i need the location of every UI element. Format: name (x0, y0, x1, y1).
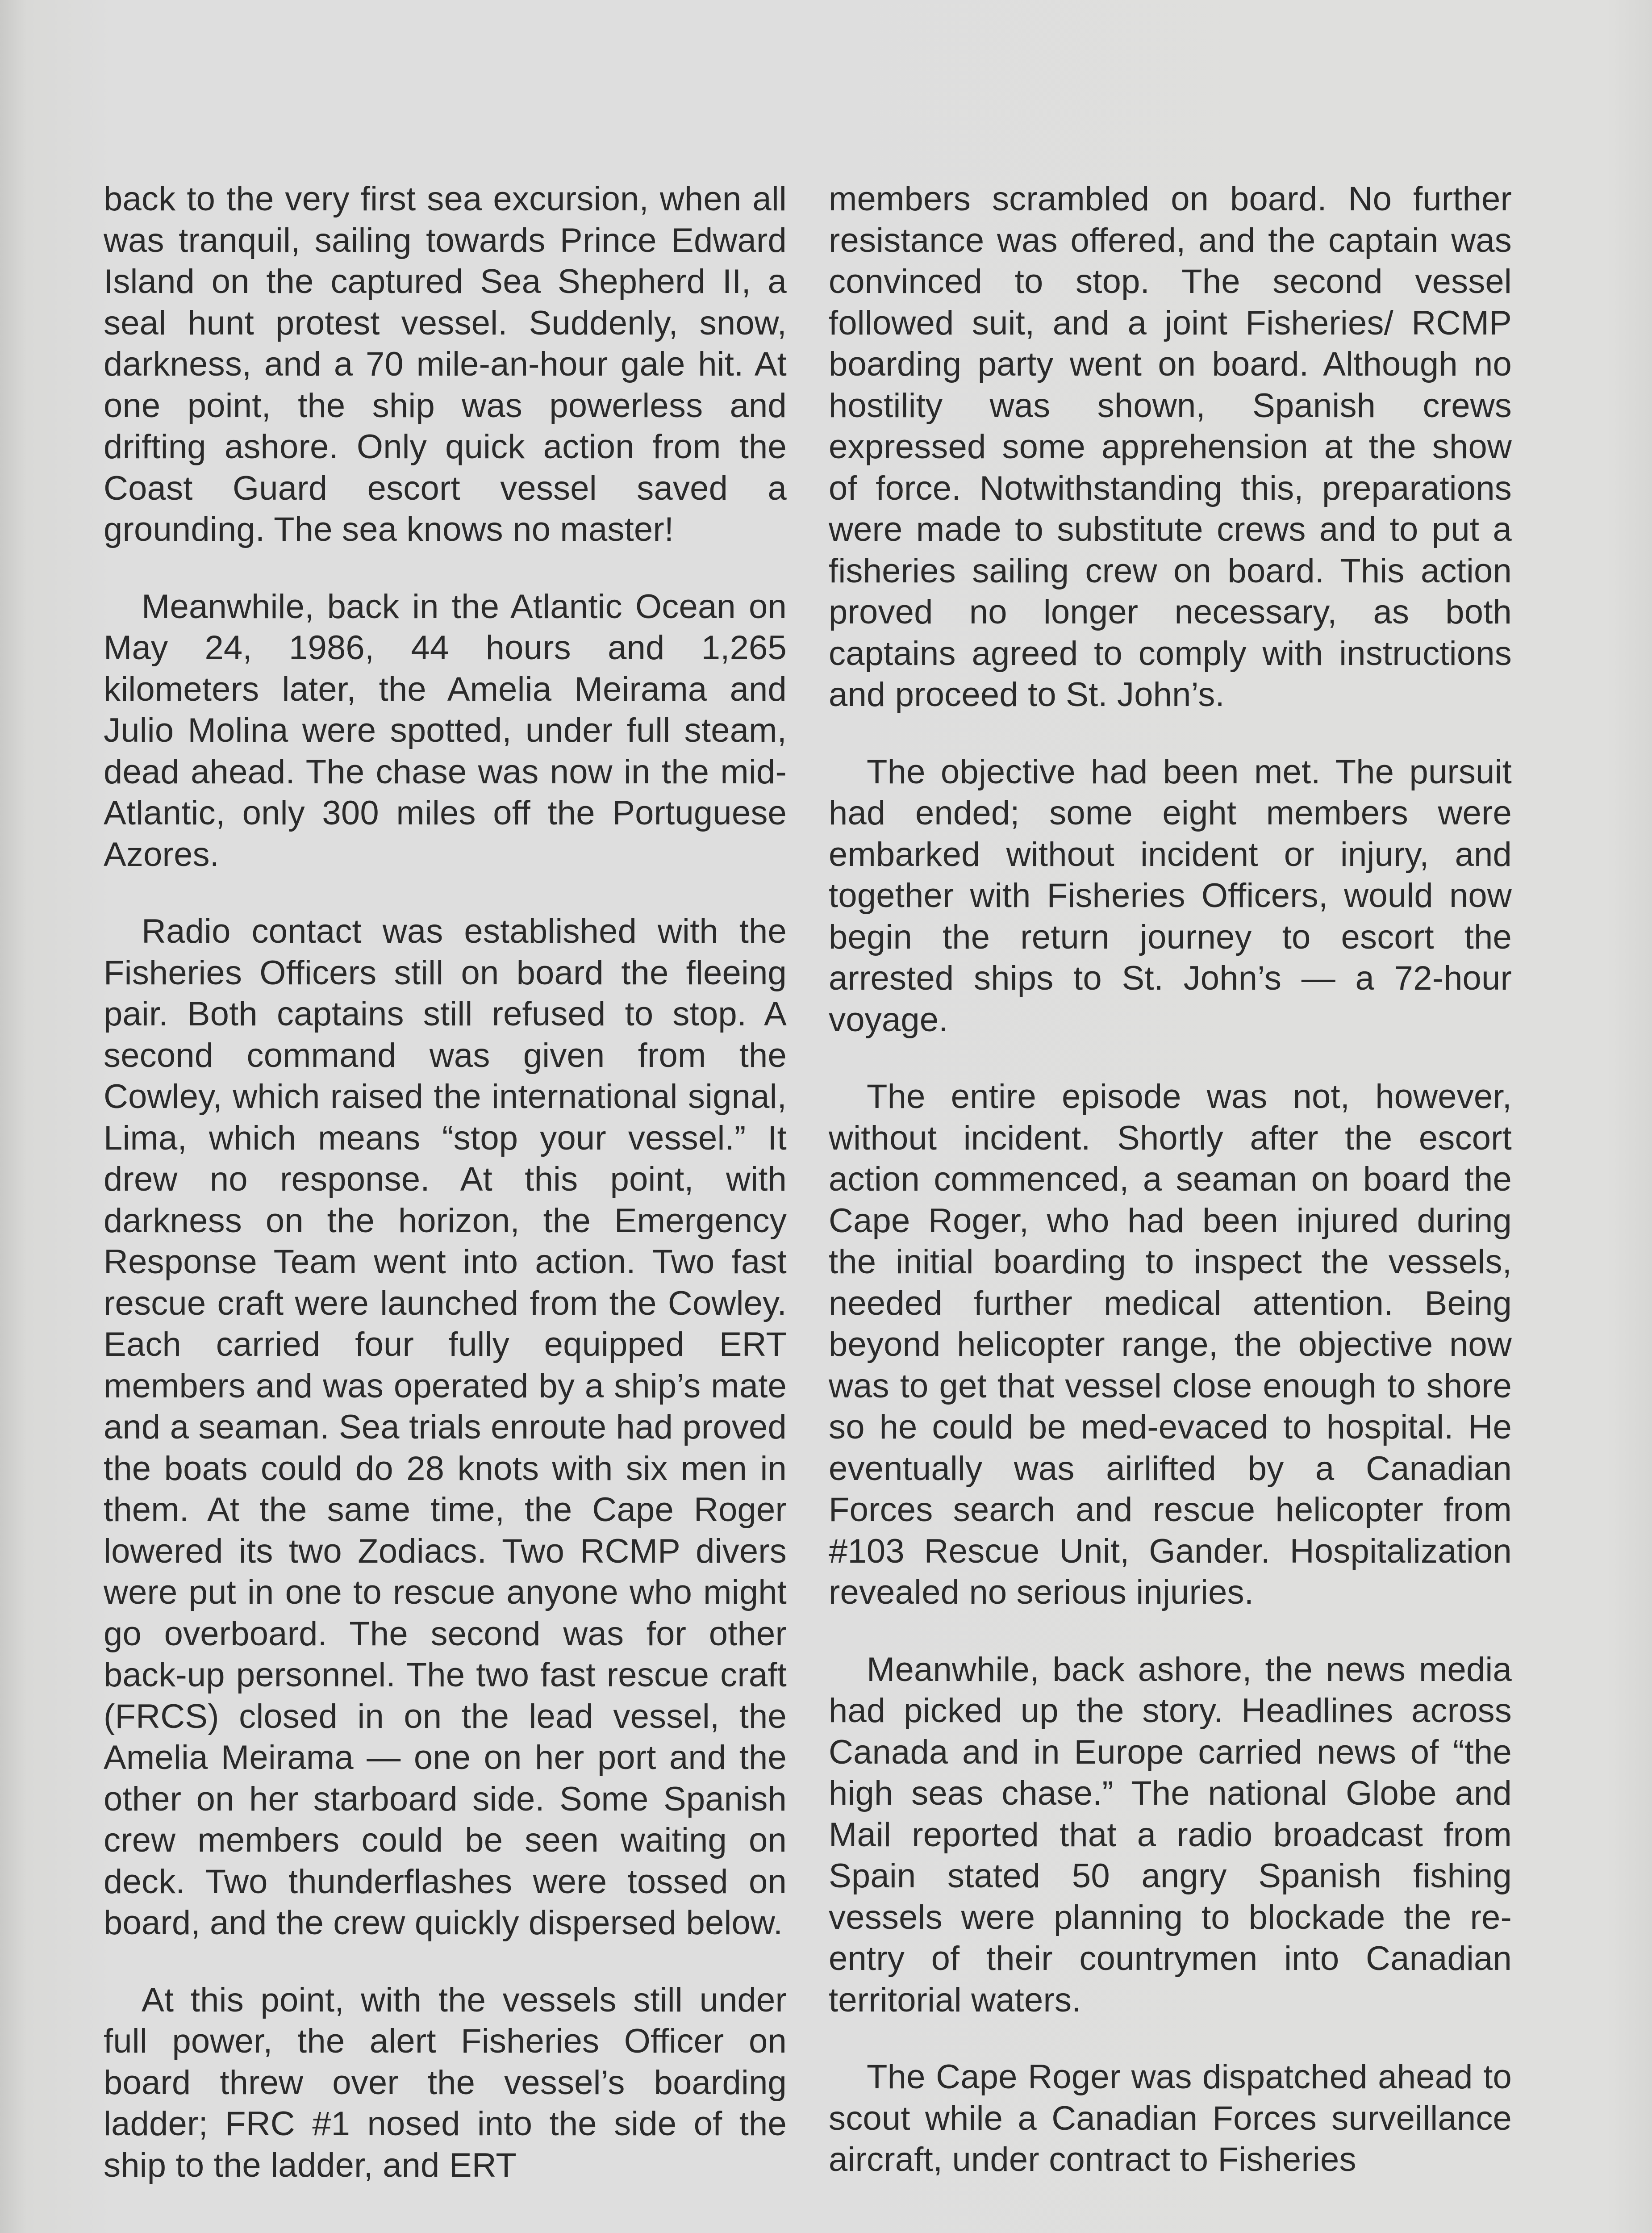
right-column (829, 179, 1512, 2181)
right-paragraph-4: Meanwhile, back ashore, the news media had picked up the story. Headlines across Canada and in Europe carried news of “the high seas chase.” The national Globe and Mail reported that a radio broadcast from Spain stated 50 angry Spanish fishing vessels were planning to blockade the re-entry of their countrymen into Canadian territorial waters. (829, 1650, 1512, 2019)
left-paragraph-3: Radio contact was established with the Fisheries Officers still on board the fleeing pair. Both captains still refused to stop. A second command was given from the Cowley, which raised the international signal, Lima, which means “stop your vessel.” It drew no response. At this point, with darkness on the horizon, the Emergency Response Team went into action. Two fast rescue craft were launched from the Cowley. Each carried four fully equipped ERT members and was operated by a ship’s mate and a seaman. Sea trials enroute had proved the boats could do 28 knots with six men in them. At the same time, the Cape Roger lowered its two Zodiacs. Two RCMP divers were put in one to rescue anyone who might go overboard. The second was for other back-up personnel. The two fast rescue craft (FRCS) closed in on the lead vessel, the Amelia Meirama — one on her port and the other on her starboard side. Some Spanish crew members could be seen waiting on deck. Two thunderflashes were tossed on board, and the crew quickly dispersed below. (104, 912, 787, 1942)
left-paragraph-1: back to the very first sea excursion, when all was tranquil, sailing towards Prince Edward Island on the captured Sea Shepherd II, a seal hunt protest vessel. Suddenly, snow, darkness, and a 70 mile-an-hour gale hit. At one point, the ship was powerless and drifting ashore. Only quick action from the Coast Guard escort vessel saved a grounding. The sea knows no master! (104, 180, 787, 548)
right-paragraph-5: The Cape Roger was dispatched ahead to scout while a Canadian Forces surveillance aircraft, under contract to Fisheries (829, 2058, 1512, 2179)
right-paragraph-3: The entire episode was not, however, without incident. Shortly after the escort action commenced, a seaman on board the Cape Roger, who had been injured during the initial boarding to inspect the vessels, needed further medical attention. Being beyond helicopter range, the objective now was to get that vessel close enough to shore so he could be med-evaced to hospital. He eventually was airlifted by a Canadian Forces search and rescue helicopter from #103 Rescue Unit, Gander. Hospitalization revealed no serious injuries. (829, 1078, 1512, 1611)
right-paragraph-2: The objective had been met. The pursuit had ended; some eight members were embarked without incident or injury, and together with Fisheries Officers, would now begin the return journey to escort the arrested ships to St. John’s — a 72-hour voyage. (829, 753, 1512, 1039)
left-column (104, 179, 787, 2186)
left-paragraph-4: At this point, with the vessels still under full power, the alert Fisheries Officer on board threw over the vessel’s boarding ladder; FRC #1 nosed into the side of the ship to the ladder, and ERT (104, 1981, 787, 2184)
left-paragraph-2: Meanwhile, back in the Atlantic Ocean on May 24, 1986, 44 hours and 1,265 kilometers later, the Amelia Meirama and Julio Molina were spotted, under full steam, dead ahead. The chase was now in the mid-Atlantic, only 300 miles off the Portuguese Azores. (104, 587, 787, 874)
right-paragraph-1: members scrambled on board. No further resistance was offered, and the captain was convinced to stop. The second vessel followed suit, and a joint Fisheries/ RCMP boarding party went on board. Although no hostility was shown, Spanish crews expressed some apprehension at the show of force. Notwithstanding this, preparations were made to substitute crews and to put a fisheries sailing crew on board. This action proved no longer necessary, as both captains agreed to comply with instructions and proceed to St. John’s. (829, 180, 1512, 714)
